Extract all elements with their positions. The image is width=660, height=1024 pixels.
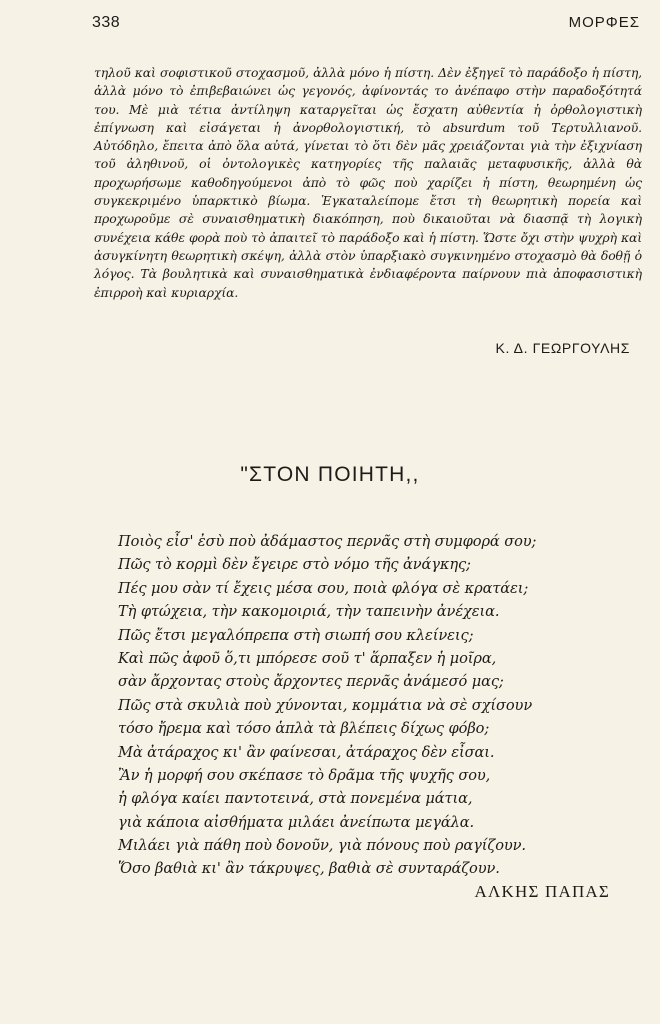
poem-line: Μὰ ἀτάραχος κι' ἂν φαίνεσαι, ἀτάραχος δὲν εἶσαι. — [118, 743, 495, 761]
poem-title: "ΣΤΟΝ ΠΟΙΗΤΗ,, — [240, 463, 420, 486]
poem-line: Μιλάει γιὰ πάθη ποὺ δονοῦν, γιὰ πόνους ποὺ ραγίζουν. — [118, 837, 526, 855]
poem-line: Ἂν ἡ μορφή σου σκέπασε τὸ δρᾶμα τῆς ψυχῆς σου, — [118, 766, 491, 784]
poem-line: Ὅσο βαθιὰ κι' ἂν τάκρυψες, βαθιὰ σὲ συνταράζουν. — [118, 860, 500, 878]
poem-line: Πῶς ἔτσι μεγαλόπρεπα στὴ σιωπή σου κλείνεις; — [118, 626, 474, 644]
poem-line: σὰν ἄρχοντας στοὺς ἄρχοντες περνᾶς ἀνάμεσό μας; — [118, 673, 504, 691]
poem-line: Πῶς τὸ κορμὶ δὲν ἔγειρε στὸ νόμο τῆς ἀνάγκης; — [118, 556, 471, 574]
poem-line: γιὰ κάποια αἰσθήματα μιλάει ἀνείπωτα μεγάλα. — [118, 813, 475, 831]
poem-line: Τὴ φτώχεια, τὴν κακομοιριά, τὴν ταπεινὴν ἀνέχεια. — [118, 603, 500, 621]
poem-line: Πῶς στὰ σκυλιὰ ποὺ χύνονται, κομμάτια νὰ σὲ σχίσουν — [118, 696, 533, 714]
page-number: 338 — [92, 14, 121, 31]
poem-line: Ποιὸς εἶσ' ἐσὺ ποὺ ἀδάμαστος περνᾶς στὴ συμφορά σου; — [118, 533, 537, 550]
poem-body — [118, 530, 638, 881]
essay-paragraph: τηλοῦ καὶ σοφιστικοῦ στοχασμοῦ, ἀλλὰ μόνο ἡ πίστη. Δὲν ἐξηγεῖ τὸ παράδοξο ἡ πίστη, ἀλλὰ μόνο τὸ ἐπιβεβαιώνει ὡς γεγονός, ἀφίνοντάς το ἀνέπαφο στὴν παραδοξότητά του. Μὲ μιὰ τέτια ἀντίληψη καταργεῖται ὡς ἔσχατη αὐθεντία ἡ ὀρθολογιστικὴ ἐπίγνωση καὶ εἰσάγεται ἡ ἀνορθολογιστική, τὸ absurdum τοῦ Τερτυλλιανοῦ. Αὐτόδηλο, ἔπειτα ἀπὸ ὅλα αὐτά, γίνεται τὸ ὅτι δὲν μᾶς χρειάζονται γιὰ τὴν ἐξιχνίαση τοῦ ἀληθινοῦ, οἱ ὀντολογικὲς κατηγορίες τῆς παλαιᾶς μεταφυσικῆς, ἀλλὰ θὰ προχωρήσωμε καθοδηγούμενοι ἀπὸ τὸ φῶς ποὺ χαρίζει ἡ πίστη, θεωρημένη ὡς συγκεκριμένο ὑπαρκτικὸ βίωμα. Ἐγκαταλείπομε ἔτσι τὴ θεωρητικὴ πορεία καὶ προχωροῦμε σὲ συναισθηματικὴ διακόπηση, ποὺ δικαιοῦται νὰ διασπᾷ τὴ λογικὴ συνέχεια κάθε φορὰ ποὺ τὸ ἀπαιτεῖ τὸ παράδοξο καὶ ἡ πίστη. Ὥστε ὄχι στὴν ψυχρὴ καὶ ἀσυγκίνητη θεωρητικὴ σκέψη, ἀλλὰ στὸν ὑπαρξιακὸ συγκινημένο στοχασμὸ θὰ δοθῇ ὁ λόγος. Τὰ βουλητικὰ καὶ συναισθηματικὰ ἐνδιαφέροντα παίρνουν πιὰ ἀποφασιστικὴ ἐπιρροὴ καὶ κυριαρχία. — [94, 65, 642, 300]
essay-author: Κ. Δ. ΓΕΩΡΓΟΥΛΗΣ — [495, 340, 630, 356]
poem-line: Καὶ πῶς ἀφοῦ ὅ,τι μπόρεσε σοῦ τ' ἅρπαξεν ἡ μοῖρα, — [118, 649, 497, 667]
poem-line: ἡ φλόγα καίει παντοτεινά, στὰ πονεμένα μάτια, — [118, 790, 473, 808]
poem-line: Πές μου σὰν τί ἔχεις μέσα σου, ποιὰ φλόγα σὲ κρατάει; — [118, 579, 529, 597]
running-head: ΜΟΡΦΕΣ — [568, 14, 640, 31]
poem-line: τόσο ἤρεμα καὶ τόσο ἁπλὰ τὰ βλέπεις δίχως φόβο; — [118, 720, 490, 738]
poem-author: ΑΛΚΗΣ ΠΑΠΑΣ — [474, 882, 610, 901]
essay-body — [94, 64, 642, 302]
page-header — [92, 14, 640, 38]
